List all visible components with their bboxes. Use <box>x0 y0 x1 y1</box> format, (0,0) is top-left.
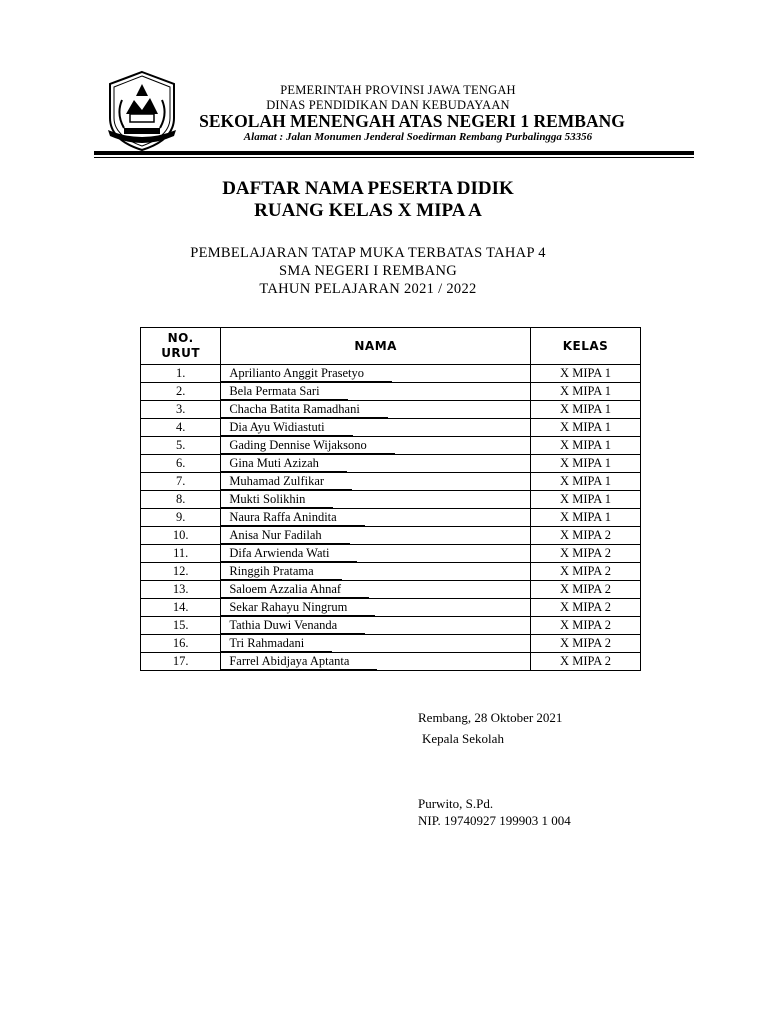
row-class: X MIPA 1 <box>531 437 641 455</box>
row-number: 17. <box>141 653 221 671</box>
table-row <box>141 455 641 473</box>
row-number: 2. <box>141 383 221 401</box>
table-row <box>141 545 641 563</box>
table-row <box>141 383 641 401</box>
student-name: Farrel Abidjaya Aptanta <box>221 654 377 670</box>
row-name-cell <box>221 401 531 419</box>
table-header-row <box>141 328 641 365</box>
document-title: DAFTAR NAMA PESERTA DIDIK <box>222 178 514 199</box>
row-class: X MIPA 2 <box>531 635 641 653</box>
row-class: X MIPA 1 <box>531 455 641 473</box>
row-name-cell <box>221 653 531 671</box>
header-number-line2: URUT <box>161 346 201 360</box>
signature-position: Kepala Sekolah <box>422 731 504 746</box>
row-name-cell <box>221 581 531 599</box>
table-row <box>141 653 641 671</box>
row-name-cell <box>221 563 531 581</box>
letterhead-address: Alamat : Jalan Monumen Jenderal Soedirman Rembang Purbalingga 53356 <box>243 131 593 143</box>
table-row <box>141 491 641 509</box>
document-room: RUANG KELAS X MIPA A <box>254 200 482 221</box>
table-row <box>141 563 641 581</box>
table-row <box>141 437 641 455</box>
header-number-line1: NO. <box>167 331 194 345</box>
student-name: Gina Muti Azizah <box>221 456 347 472</box>
student-name: Sekar Rahayu Ningrum <box>221 600 375 616</box>
student-name: Aprilianto Anggit Prasetyo <box>221 366 392 382</box>
row-number: 9. <box>141 509 221 527</box>
row-name-cell <box>221 365 531 383</box>
student-name: Saloem Azzalia Ahnaf <box>221 582 369 598</box>
subtitle-academic-year: TAHUN PELAJARAN 2021 / 2022 <box>259 281 477 297</box>
row-number: 12. <box>141 563 221 581</box>
row-class: X MIPA 1 <box>531 419 641 437</box>
student-name: Tathia Duwi Venanda <box>221 618 365 634</box>
row-number: 11. <box>141 545 221 563</box>
student-name: Dia Ayu Widiastuti <box>221 420 352 436</box>
student-name: Gading Dennise Wijaksono <box>221 438 394 454</box>
table-row <box>141 365 641 383</box>
row-name-cell <box>221 455 531 473</box>
row-number: 3. <box>141 401 221 419</box>
row-name-cell <box>221 617 531 635</box>
header-class: KELAS <box>531 328 641 365</box>
row-name-cell <box>221 491 531 509</box>
table-row <box>141 473 641 491</box>
row-name-cell <box>221 599 531 617</box>
table-body <box>141 365 641 671</box>
row-class: X MIPA 1 <box>531 509 641 527</box>
row-name-cell <box>221 437 531 455</box>
student-name: Chacha Batita Ramadhani <box>221 402 388 418</box>
row-class: X MIPA 2 <box>531 617 641 635</box>
table-row <box>141 617 641 635</box>
letterhead-thick-rule <box>94 151 694 155</box>
table-row <box>141 401 641 419</box>
row-class: X MIPA 1 <box>531 401 641 419</box>
row-name-cell <box>221 635 531 653</box>
row-number: 8. <box>141 491 221 509</box>
row-name-cell <box>221 383 531 401</box>
header-number <box>141 328 221 365</box>
letterhead-government: PEMERINTAH PROVINSI JAWA TENGAH <box>280 83 516 97</box>
student-name: Difa Arwienda Wati <box>221 546 357 562</box>
row-name-cell <box>221 419 531 437</box>
row-class: X MIPA 2 <box>531 527 641 545</box>
row-number: 15. <box>141 617 221 635</box>
student-name: Bela Permata Sari <box>221 384 347 400</box>
student-name: Anisa Nur Fadilah <box>221 528 349 544</box>
subtitle-program: PEMBELAJARAN TATAP MUKA TERBATAS TAHAP 4 <box>190 245 546 261</box>
row-class: X MIPA 1 <box>531 491 641 509</box>
header-name: NAMA <box>221 328 531 365</box>
row-number: 6. <box>141 455 221 473</box>
row-class: X MIPA 2 <box>531 581 641 599</box>
student-name: Mukti Solikhin <box>221 492 333 508</box>
signature-place-date: Rembang, 28 Oktober 2021 <box>418 710 563 725</box>
signature-name: Purwito, S.Pd. <box>418 796 494 811</box>
row-name-cell <box>221 509 531 527</box>
student-name: Tri Rahmadani <box>221 636 332 652</box>
subtitle-school: SMA NEGERI I REMBANG <box>279 263 457 279</box>
row-name-cell <box>221 473 531 491</box>
letterhead-thin-rule <box>94 157 694 158</box>
table-row <box>141 635 641 653</box>
table-row <box>141 599 641 617</box>
row-class: X MIPA 1 <box>531 383 641 401</box>
row-number: 14. <box>141 599 221 617</box>
table-row <box>141 509 641 527</box>
student-name: Naura Raffa Anindita <box>221 510 364 526</box>
letterhead-school-name: SEKOLAH MENENGAH ATAS NEGERI 1 REMBANG <box>199 111 625 131</box>
student-name: Ringgih Pratama <box>221 564 341 580</box>
row-number: 1. <box>141 365 221 383</box>
letterhead-department: DINAS PENDIDIKAN DAN KEBUDAYAAN <box>266 98 510 112</box>
table-row <box>141 527 641 545</box>
row-number: 7. <box>141 473 221 491</box>
table-row <box>141 419 641 437</box>
table-row <box>141 581 641 599</box>
row-number: 5. <box>141 437 221 455</box>
row-number: 4. <box>141 419 221 437</box>
student-name: Muhamad Zulfikar <box>221 474 352 490</box>
row-class: X MIPA 2 <box>531 545 641 563</box>
row-class: X MIPA 2 <box>531 599 641 617</box>
row-name-cell <box>221 545 531 563</box>
row-number: 16. <box>141 635 221 653</box>
row-name-cell <box>221 527 531 545</box>
row-number: 10. <box>141 527 221 545</box>
row-class: X MIPA 2 <box>531 653 641 671</box>
row-class: X MIPA 1 <box>531 473 641 491</box>
row-number: 13. <box>141 581 221 599</box>
student-list-table <box>140 327 641 671</box>
signature-nip: NIP. 19740927 199903 1 004 <box>418 813 571 828</box>
row-class: X MIPA 2 <box>531 563 641 581</box>
row-class: X MIPA 1 <box>531 365 641 383</box>
